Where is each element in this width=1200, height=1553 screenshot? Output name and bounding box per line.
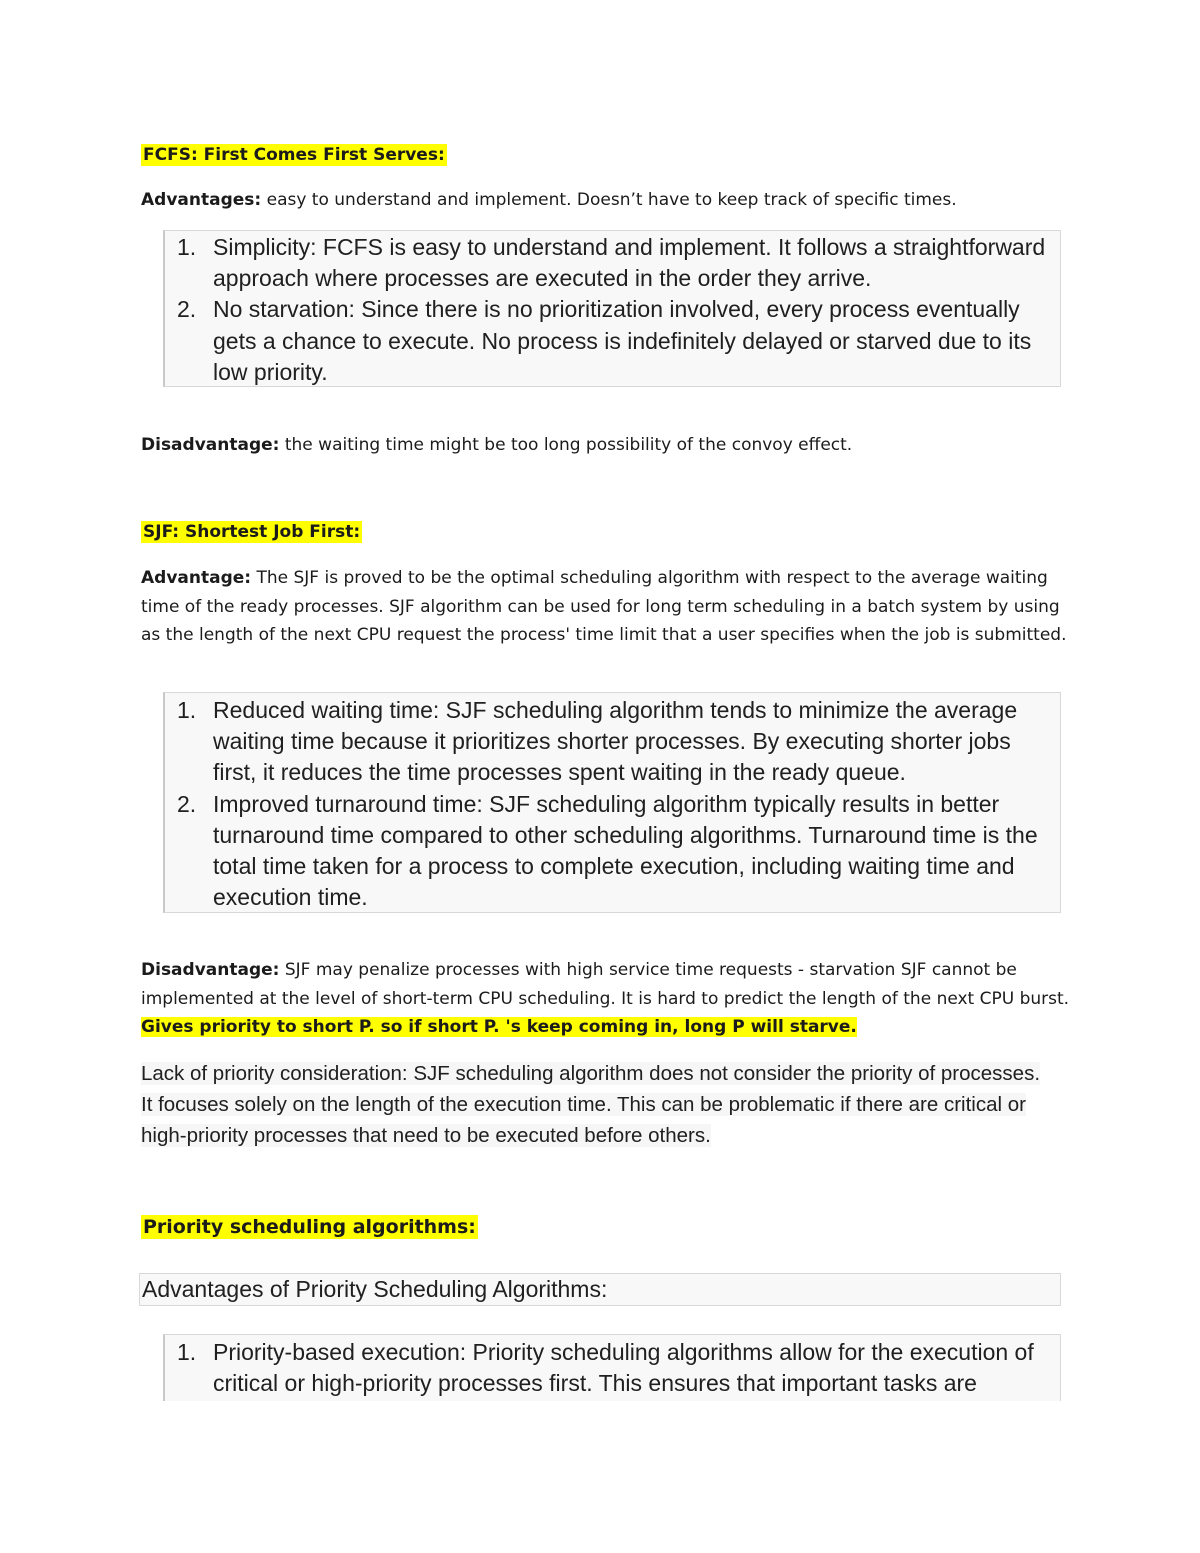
fcfs-advantages-paragraph <box>141 186 1071 215</box>
sjf-advantage-paragraph <box>141 564 1071 650</box>
list-item: 2. No starvation: Since there is no prioritization involved, every process eventually gets a chance to execute. No process is indefinitely delayed or starved due to its low priority. <box>177 296 1032 385</box>
sjf-advantages-list <box>163 692 1061 913</box>
sjf-lack-priority-paragraph: Lack of priority consideration: SJF scheduling algorithm does not consider the priority of processes. It focuses solely on the length of the execution time. This can be problematic if there are critical or high-priority processes that need to be executed before others. <box>141 1062 1041 1148</box>
sjf-disadvantage-label: Disadvantage: <box>141 960 280 980</box>
priority-advantages-list <box>163 1334 1061 1401</box>
fcfs-disadvantage-paragraph <box>141 431 1071 460</box>
fcfs-advantages-text: easy to understand and implement. Doesn’t have to keep track of specific times. <box>261 190 957 210</box>
fcfs-advantages-label: Advantages: <box>141 190 262 210</box>
priority-advantages-subheading: Advantages of Priority Scheduling Algorithms: <box>139 1273 1061 1306</box>
sjf-advantage-text: The SJF is proved to be the optimal scheduling algorithm with respect to the average waiting time of the ready processes. SJF algorithm can be used for long term scheduling in a batch system by using as the length of the next CPU request the process' time limit that a user specifies when the job is submitted. <box>141 568 1067 645</box>
fcfs-heading: FCFS: First Comes First Serves: <box>143 145 445 165</box>
sjf-advantage-label: Advantage: <box>141 568 252 588</box>
fcfs-disadvantage-label: Disadvantage: <box>141 435 280 455</box>
sjf-disadvantage-text: SJF may penalize processes with high service time requests - starvation SJF cannot be implemented at the level of short-term CPU scheduling. It is hard to predict the length of the next CPU burst. <box>141 960 1070 1009</box>
priority-heading: Priority scheduling algorithms: <box>143 1216 476 1238</box>
list-item: 2. Improved turnaround time: SJF scheduling algorithm typically results in better turnaround time compared to other scheduling algorithms. Turnaround time is the total time taken for a process to complete execution, including waiting time and execution time. <box>177 790 1038 911</box>
sjf-disadvantage-highlight: Gives priority to short P. so if short P. 's keep coming in, long P will starve. <box>141 1017 857 1037</box>
list-item: 1. Simplicity: FCFS is easy to understand and implement. It follows a straightforward approach where processes are executed in the order they arrive. <box>177 234 1046 292</box>
list-item: 1. Priority-based execution: Priority scheduling algorithms allow for the execution of critical or high-priority processes first. This ensures that important tasks are <box>177 1339 1034 1397</box>
fcfs-advantages-list <box>163 230 1061 387</box>
list-item: 1. Reduced waiting time: SJF scheduling algorithm tends to minimize the average waiting time because it prioritizes shorter processes. By executing shorter jobs first, it reduces the time processes spent waiting in the ready queue. <box>177 697 1018 786</box>
fcfs-disadvantage-text: the waiting time might be too long possibility of the convoy effect. <box>279 435 853 455</box>
sjf-heading: SJF: Shortest Job First: <box>143 522 361 542</box>
sjf-disadvantage-paragraph <box>141 956 1071 1042</box>
